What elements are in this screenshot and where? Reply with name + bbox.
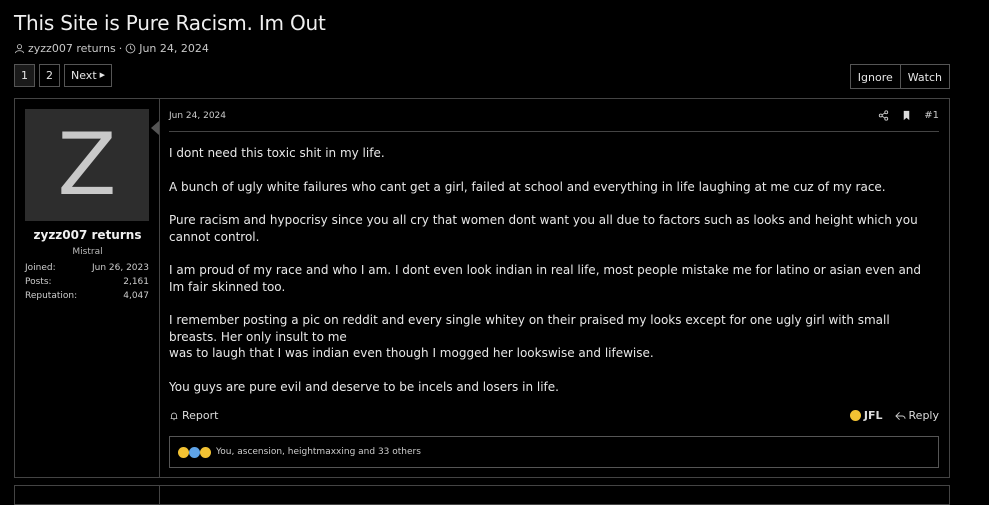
reply-button[interactable] <box>895 409 939 422</box>
jfl-react-button[interactable] <box>850 409 883 422</box>
stat-joined <box>25 261 149 275</box>
page-1-button[interactable]: 1 <box>14 64 35 87</box>
page-2-button[interactable]: 2 <box>39 64 60 87</box>
post-number-link[interactable]: #1 <box>924 110 939 121</box>
avatar[interactable] <box>25 109 149 221</box>
thread-date-link[interactable]: Jun 24, 2024 <box>139 42 209 55</box>
post-footer <box>169 409 939 425</box>
laughing-emoji-icon <box>178 447 189 458</box>
stat-value: 4,047 <box>123 291 149 301</box>
report-button[interactable] <box>169 409 218 422</box>
post-content <box>169 99 939 477</box>
user-stats <box>25 261 149 303</box>
sad-emoji-icon <box>200 447 211 458</box>
reply-label: Reply <box>908 409 939 422</box>
thread-title: This Site is Pure Racism. Im Out <box>14 11 326 35</box>
post-user-panel <box>15 99 160 477</box>
post-reactions <box>850 409 939 422</box>
post-header-divider <box>169 131 939 132</box>
reactions-summary[interactable]: You, ascension, heightmaxxing and 33 others <box>216 447 421 457</box>
jfl-label: JFL <box>863 409 883 422</box>
reaction-emojis <box>178 447 211 458</box>
post-paragraph: You guys are pure evil and deserve to be incels and losers in life. <box>169 379 559 394</box>
post-paragraph: Pure racism and hypocrisy since you all cry that women dont want you all due to factors such as looks and height which you cannot control. <box>169 213 918 244</box>
stat-posts <box>25 275 149 289</box>
watch-button[interactable]: Watch <box>901 64 950 89</box>
meta-separator: · <box>118 42 123 55</box>
laughing-emoji-icon <box>850 410 861 421</box>
avatar-letter: Z <box>57 115 117 215</box>
next-label: Next <box>71 69 97 82</box>
next-post-edge <box>14 485 950 505</box>
stat-label: Posts: <box>25 277 52 287</box>
user-icon <box>14 43 25 54</box>
user-panel-arrow <box>151 121 159 135</box>
thread-actions <box>850 64 950 89</box>
stat-label: Reputation: <box>25 291 78 301</box>
post-paragraph: A bunch of ugly white failures who cant get a girl, failed at school and everything in life laughing at me cuz of my race. <box>169 179 886 194</box>
pagination <box>14 64 112 87</box>
stat-label: Joined: <box>25 263 56 273</box>
post-body <box>169 145 939 412</box>
bookmark-icon[interactable] <box>901 110 912 121</box>
user-title: Mistral <box>72 247 103 257</box>
reactions-bar[interactable] <box>169 436 939 468</box>
post-tools <box>878 110 939 121</box>
caret-right-icon: ▶ <box>99 71 106 79</box>
ignore-button[interactable]: Ignore <box>850 64 901 89</box>
thread-meta <box>14 42 209 55</box>
next-post-divider <box>159 486 160 504</box>
post-paragraph: I am proud of my race and who I am. I dont even look indian in real life, most people mistake me for latino or asian even and Im fair skinned too. <box>169 263 922 294</box>
post-paragraph: I remember posting a pic on reddit and every single whitey on their praised my looks except for one ugly girl with small breasts. Her only insult to me was to laugh that I was indian even though I mogged her lookswise and lifewise. <box>169 313 890 360</box>
post-paragraph: I dont need this toxic shit in my life. <box>169 146 385 160</box>
next-page-button[interactable] <box>64 64 112 87</box>
share-icon[interactable] <box>878 110 889 121</box>
stat-value: Jun 26, 2023 <box>91 263 149 273</box>
username-link[interactable]: zyzz007 returns <box>33 228 142 242</box>
stat-reputation <box>25 289 149 303</box>
stat-value[interactable]: 2,161 <box>123 277 149 287</box>
clock-icon <box>125 43 136 54</box>
thread-author-link[interactable]: zyzz007 returns <box>28 42 116 55</box>
reply-arrow-icon <box>895 411 906 421</box>
bell-icon <box>169 411 179 421</box>
cold-face-emoji-icon <box>189 447 200 458</box>
post-message <box>14 98 950 478</box>
report-label: Report <box>182 409 219 422</box>
post-date-link[interactable]: Jun 24, 2024 <box>169 111 227 121</box>
